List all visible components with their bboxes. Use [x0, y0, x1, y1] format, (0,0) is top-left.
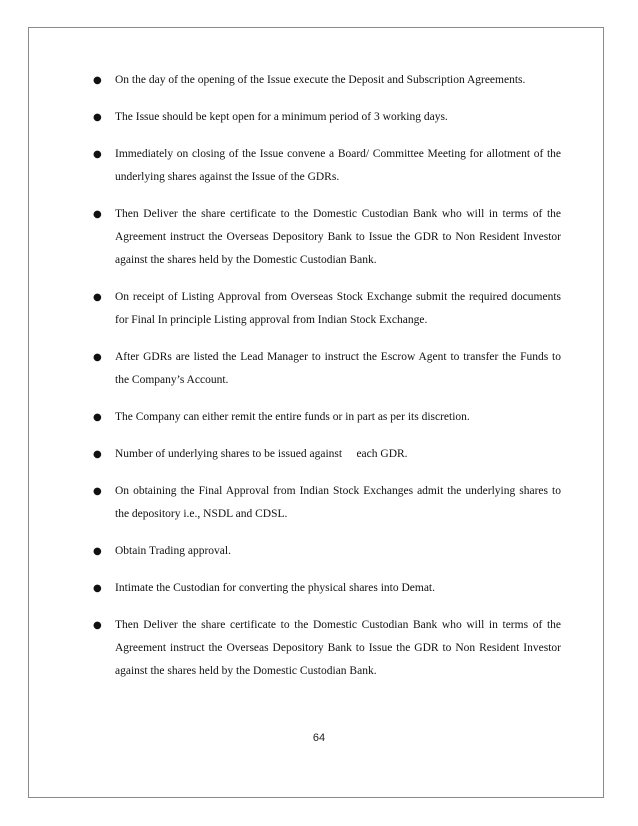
bullet-item-11	[93, 577, 561, 600]
bullet-text: After GDRs are listed the Lead Manager to instruct the Escrow Agent to transfer the Funds to the Company’s Account.	[115, 351, 561, 386]
bullet-item-5	[93, 286, 561, 332]
bullet-item-10	[93, 540, 561, 563]
bullet-dot-icon: ●	[93, 149, 102, 160]
bullet-text: On receipt of Listing Approval from Overseas Stock Exchange submit the required documents for Final In principle Listing approval from Indian Stock Exchange.	[115, 291, 561, 326]
bullet-dot-icon: ●	[93, 209, 102, 220]
bullet-text: On the day of the opening of the Issue execute the Deposit and Subscription Agreements.	[115, 74, 526, 86]
page-number: 64	[312, 732, 326, 744]
bullet-dot-icon: ●	[93, 486, 102, 497]
bullet-item-12	[93, 614, 561, 683]
bullet-text: Then Deliver the share certificate to the Domestic Custodian Bank who will in terms of the Agreement instruct the Overseas Depository Bank to Issue the GDR to Non Resident Investor against the shares held by the Domestic Custodian Bank.	[115, 208, 561, 266]
bullet-text: Immediately on closing of the Issue convene a Board/ Committee Meeting for allotment of the underlying shares against the Issue of the GDRs.	[115, 148, 561, 183]
bullet-item-4	[93, 203, 561, 272]
bullet-item-6	[93, 346, 561, 392]
bullet-item-8	[93, 443, 561, 466]
bullet-dot-icon: ●	[93, 583, 102, 594]
bullet-dot-icon: ●	[93, 620, 102, 631]
bullet-item-3	[93, 143, 561, 189]
bullet-item-2	[93, 106, 561, 129]
bullet-dot-icon: ●	[93, 292, 102, 303]
bullet-list	[93, 69, 561, 697]
bullet-dot-icon: ●	[93, 75, 102, 86]
bullet-dot-icon: ●	[93, 112, 102, 123]
bullet-dot-icon: ●	[93, 546, 102, 557]
bullet-dot-icon: ●	[93, 449, 102, 460]
bullet-text: On obtaining the Final Approval from Indian Stock Exchanges admit the underlying shares to the depository i.e., NSDL and CDSL.	[115, 485, 561, 520]
bullet-text: Obtain Trading approval.	[115, 545, 231, 557]
bullet-dot-icon: ●	[93, 412, 102, 423]
bullet-item-7	[93, 406, 561, 429]
bullet-text: Intimate the Custodian for converting the physical shares into Demat.	[115, 582, 436, 594]
bullet-text: The Issue should be kept open for a minimum period of 3 working days.	[115, 111, 448, 123]
bullet-item-9	[93, 480, 561, 526]
bullet-dot-icon: ●	[93, 352, 102, 363]
bullet-item-1	[93, 69, 561, 92]
bullet-text: Number of underlying shares to be issued against each GDR.	[115, 448, 408, 460]
bullet-text: The Company can either remit the entire funds or in part as per its discretion.	[115, 411, 470, 423]
bullet-text: Then Deliver the share certificate to the Domestic Custodian Bank who will in terms of the Agreement instruct the Overseas Depository Bank to Issue the GDR to Non Resident Investor against the shares held by the Domestic Custodian Bank.	[115, 619, 561, 677]
